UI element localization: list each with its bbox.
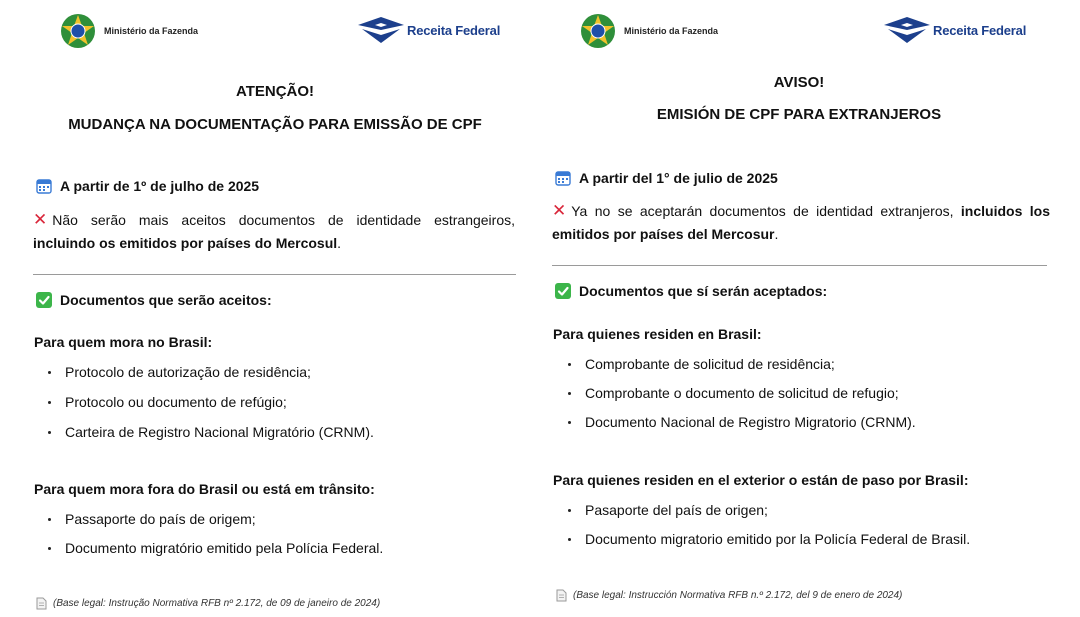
- list-item-text: Passaporte do país de origem;: [65, 511, 256, 527]
- receita-federal-label: Receita Federal: [407, 22, 501, 38]
- divider: [552, 265, 1047, 266]
- residents-heading: Para quem mora no Brasil:: [34, 334, 213, 350]
- receita-federal-logo: [358, 17, 500, 43]
- receita-federal-emblem-icon: [358, 17, 404, 43]
- list-item: [48, 511, 256, 527]
- list-item-text: Documento migratório emitido pela Polícia Federal.: [65, 540, 384, 556]
- ministerio-logo: [578, 11, 719, 51]
- list-item-text: Pasaporte del país de origen;: [585, 502, 768, 518]
- calendar-icon: [555, 170, 571, 186]
- not-accepted-bold: incluidos los emitidos por países del Mercosur: [552, 203, 1050, 242]
- list-item-text: Carteira de Registro Nacional Migratório (CRNM).: [65, 424, 374, 440]
- document-icon: [556, 589, 567, 602]
- legal-basis-text: (Base legal: Instrucción Normativa RFB n.º 2.172, del 9 de enero de 2024): [573, 590, 903, 601]
- legal-basis-text: (Base legal: Instrução Normativa RFB nº 2.172, de 09 de janeiro de 2024): [53, 598, 381, 609]
- notice-title: ATENÇÃO!: [235, 83, 315, 100]
- brazil-coat-of-arms-icon: [578, 11, 618, 51]
- list-item-text: Protocolo ou documento de refúgio;: [65, 394, 287, 410]
- accepted-heading-text: Documentos que sí serán aceptados:: [579, 283, 828, 299]
- list-item: [568, 502, 768, 518]
- residents-heading: Para quienes residen en Brasil:: [553, 326, 762, 342]
- cross-icon: ✕: [33, 210, 48, 229]
- abroad-heading: Para quem mora fora do Brasil ou está em trânsito:: [34, 481, 375, 497]
- accepted-heading: [36, 292, 272, 308]
- list-item-text: Protocolo de autorização de residência;: [65, 364, 311, 380]
- effective-date: [555, 170, 778, 186]
- receita-federal-emblem-icon: [884, 17, 930, 43]
- not-accepted-end: .: [774, 226, 779, 242]
- legal-basis: [36, 597, 380, 610]
- not-accepted-text: Ya no se aceptarán documentos de identidad extranjeros,: [571, 203, 954, 219]
- list-item: [48, 394, 287, 410]
- notice-panel-spanish: [540, 0, 1080, 617]
- ministerio-label: Ministério da Fazenda: [624, 25, 719, 36]
- brazil-coat-of-arms-icon: [58, 11, 98, 51]
- notice-subtitle: EMISIÓN DE CPF PARA EXTRANJEROS: [656, 106, 942, 123]
- list-item: [568, 531, 970, 547]
- not-accepted-notice: [33, 208, 515, 255]
- list-item-text: Comprobante de solicitud de residência;: [585, 356, 835, 372]
- receita-federal-logo: [884, 17, 1026, 43]
- cross-icon: ✕: [552, 201, 567, 220]
- effective-date-text: A partir de 1º de julho de 2025: [60, 178, 260, 194]
- ministerio-logo: [58, 11, 199, 51]
- not-accepted-bold: incluindo os emitidos por países do Mercosul: [33, 235, 338, 251]
- not-accepted-text: Não serão mais aceitos documentos de identidade estrangeiros,: [52, 212, 515, 228]
- divider: [33, 274, 516, 275]
- legal-basis: [556, 589, 902, 602]
- list-item: [568, 385, 899, 401]
- check-icon: [555, 283, 571, 299]
- list-item: [48, 540, 383, 556]
- notice-title: AVISO!: [773, 74, 825, 91]
- accepted-heading-text: Documentos que serão aceitos:: [60, 292, 272, 308]
- ministerio-label: Ministério da Fazenda: [104, 25, 199, 36]
- list-item-text: Documento migratorio emitido por la Policía Federal de Brasil.: [585, 531, 971, 547]
- effective-date: [36, 178, 259, 194]
- calendar-icon: [36, 178, 52, 194]
- list-item: [48, 364, 311, 380]
- not-accepted-end: .: [337, 235, 342, 251]
- list-item-text: Comprobante o documento de solicitud de refugio;: [585, 385, 899, 401]
- receita-federal-label: Receita Federal: [933, 22, 1027, 38]
- list-item: [568, 356, 835, 372]
- list-item: [48, 424, 374, 440]
- notice-subtitle: MUDANÇA NA DOCUMENTAÇÃO PARA EMISSÃO DE CPF: [68, 116, 482, 133]
- list-item-text: Documento Nacional de Registro Migratorio (CRNM).: [585, 414, 916, 430]
- abroad-heading: Para quienes residen en el exterior o están de paso por Brasil:: [553, 472, 969, 488]
- effective-date-text: A partir del 1° de julio de 2025: [579, 170, 778, 186]
- check-icon: [36, 292, 52, 308]
- list-item: [568, 414, 916, 430]
- accepted-heading: [555, 283, 827, 299]
- document-icon: [36, 597, 47, 610]
- not-accepted-notice: [552, 199, 1050, 246]
